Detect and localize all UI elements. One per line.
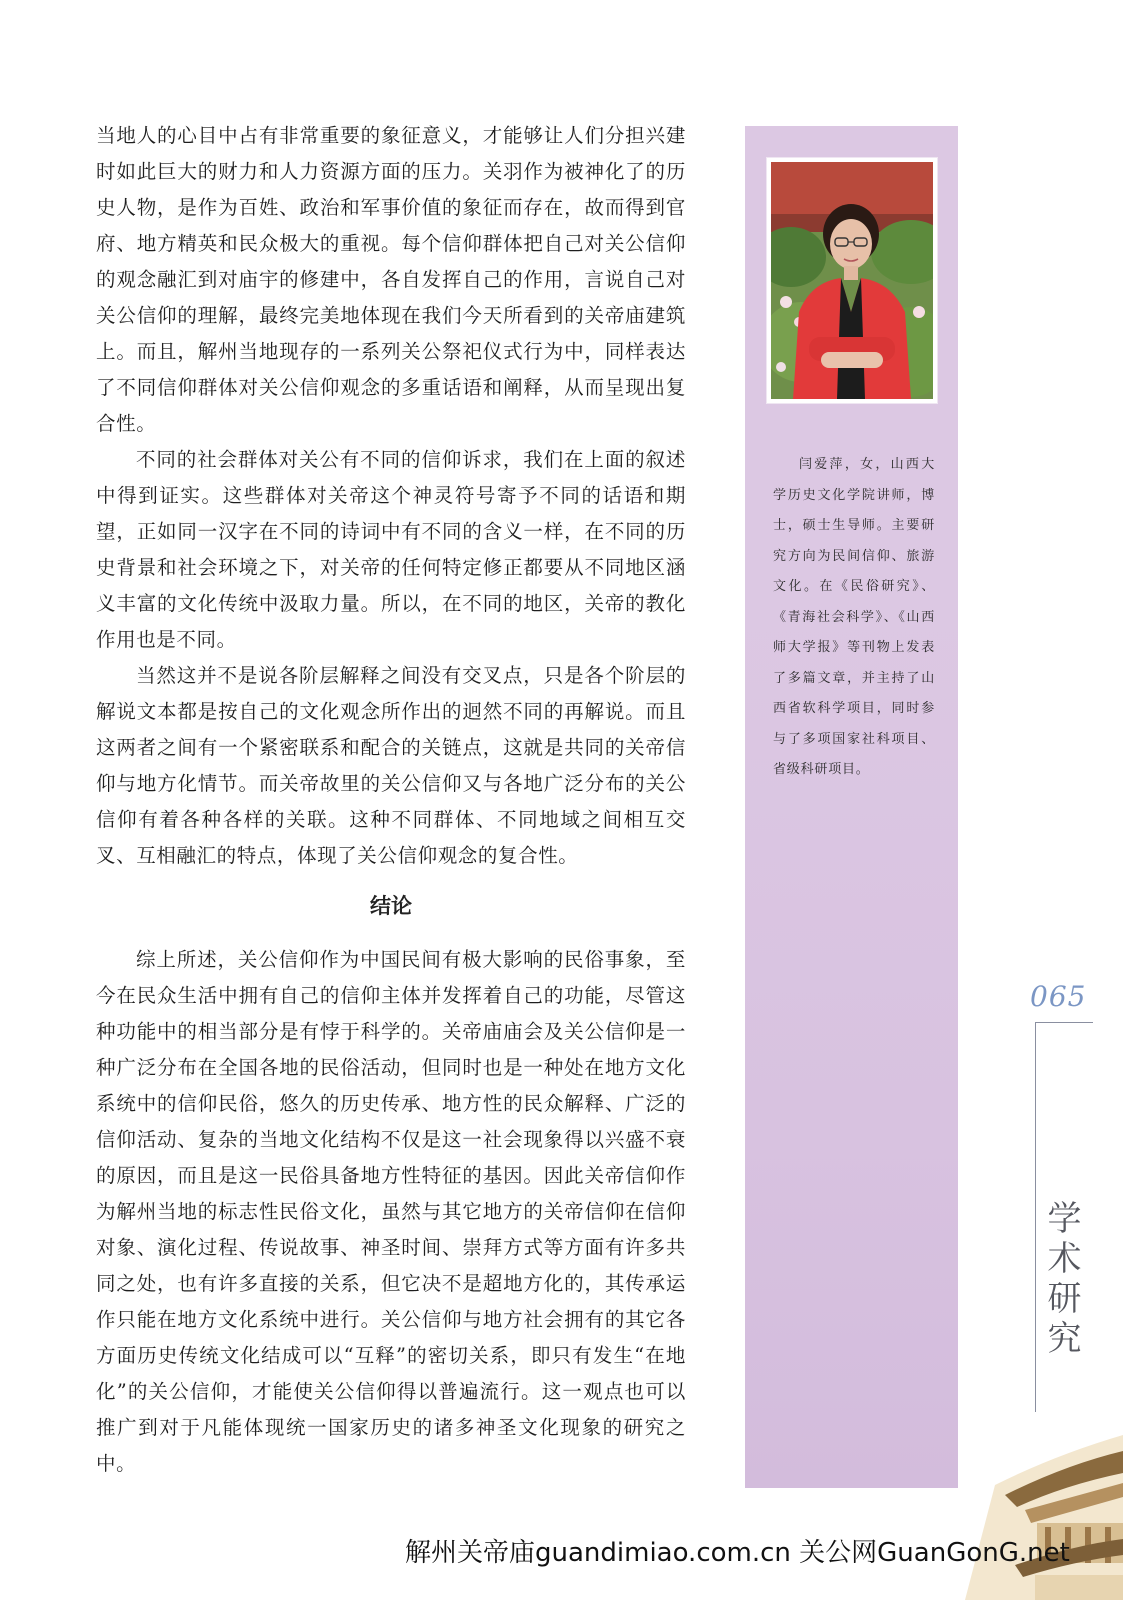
author-photo-frame bbox=[767, 158, 937, 403]
watermark: 解州关帝庙guandimiao.com.cn 关公网GuanGonG.net bbox=[405, 1538, 1070, 1568]
article-body bbox=[96, 118, 686, 1482]
article-paragraph-1: 当地人的心目中占有非常重要的象征意义，才能够让人们分担兴建时如此巨大的财力和人力资源方面的压力。关羽作为被神化了的历史人物，是作为百姓、政治和军事价值的象征而存在，故而得到官府、地方精英和民众极大的重视。每个信仰群体把自己对关公信仰的观念融汇到对庙宇的修建中，各自发挥自己的作用，言说自己对关公信仰的理解，最终完美地体现在我们今天所看到的关帝庙建筑上。而且，解州当地现存的一系列关公祭祀仪式行为中，同样表达了不同信仰群体对关公信仰观念的多重话语和阐释，从而呈现出复合性。 bbox=[96, 124, 686, 435]
margin-rule-vertical bbox=[1035, 1022, 1036, 1412]
section-label: 学术研究 bbox=[1041, 1200, 1081, 1360]
page-number: 065 bbox=[1030, 980, 1087, 1013]
article-paragraph-2: 不同的社会群体对关公有不同的信仰诉求，我们在上面的叙述中得到证实。这些群体对关帝这个神灵符号寄予不同的话语和期望，正如同一汉字在不同的诗词中有不同的含义一样，在不同的历史背景和社会环境之下，对关帝的任何特定修正都要从不同地区涵义丰富的文化传统中汲取力量。所以，在不同的地区，关帝的教化作用也是不同。 bbox=[96, 448, 686, 651]
conclusion-paragraph: 综上所述，关公信仰作为中国民间有极大影响的民俗事象，至今在民众生活中拥有自己的信仰主体并发挥着自己的功能，尽管这种功能中的相当部分是有悖于科学的。关帝庙庙会及关公信仰是一种广泛分布在全国各地的民俗活动，但同时也是一种处在地方文化系统中的信仰民俗，悠久的历史传承、地方性的民众解释、广泛的信仰活动、复杂的当地文化结构不仅是这一社会现象得以兴盛不衰的原因，而且是这一民俗具备地方性特征的基因。因此关帝信仰作为解州当地的标志性民俗文化，虽然与其它地方的关帝信仰在信仰对象、演化过程、传说故事、神圣时间、崇拜方式等方面有许多共同之处，也有许多直接的关系，但它决不是超地方化的，其传承运作只能在地方文化系统中进行。关公信仰与地方社会拥有的其它各方面历史传统文化结成可以“互释”的密切关系，即只有发生“在地化”的关公信仰，才能使关公信仰得以普遍流行。这一观点也可以推广到对于凡能体现统一国家历史的诸多神圣文化现象的研究之中。 bbox=[96, 948, 686, 1475]
author-bio: 闫爱萍，女，山西大学历史文化学院讲师，博士，硕士生导师。主要研究方向为民间信仰、旅游文化。在《民俗研究》、《青海社会科学》、《山西师大学报》等刊物上发表了多篇文章，并主持了山西省软科学项目，同时参与了多项国家社科项目、省级科研项目。 bbox=[773, 457, 935, 777]
conclusion-heading: 结论 bbox=[370, 894, 412, 918]
author-sidebar bbox=[745, 126, 958, 1488]
margin-rule bbox=[1035, 1022, 1093, 1023]
pavilion-decoration-icon bbox=[965, 1415, 1123, 1600]
article-paragraph-3: 当然这并不是说各阶层解释之间没有交叉点，只是各个阶层的解说文本都是按自己的文化观念所作出的迥然不同的再解说。而且这两者之间有一个紧密联系和配合的关链点，这就是共同的关帝信仰与地方化情节。而关帝故里的关公信仰又与各地广泛分布的关公信仰有着各种各样的关联。这种不同群体、不同地域之间相互交叉、互相融汇的特点，体现了关公信仰观念的复合性。 bbox=[96, 664, 686, 867]
author-photo bbox=[771, 162, 933, 399]
